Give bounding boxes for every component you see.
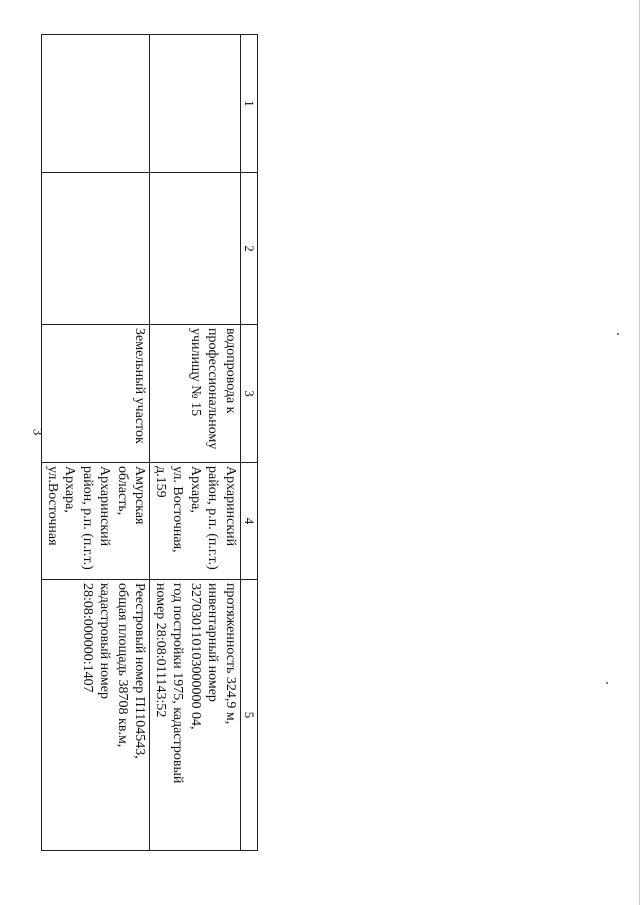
scan-speck (606, 682, 608, 684)
table-cell (42, 35, 150, 173)
scan-speck (617, 333, 619, 335)
table-row (150, 35, 241, 851)
table-cell (42, 463, 150, 580)
object-address: Амурская область, Архаринский район, р.п. (п.г.т.) Архара, ул.Восточная (45, 466, 148, 570)
column-header-2: 2 (241, 173, 258, 325)
table-cell (42, 580, 150, 851)
table-cell (150, 173, 241, 325)
page-number: 3 (30, 428, 46, 436)
table-header-row (241, 35, 258, 851)
column-header-3: 3 (241, 325, 258, 463)
table-cell (150, 463, 241, 580)
table-cell (42, 325, 150, 463)
object-address: Архаринский район, р.п. (п.г.т.) Архара, ул. Восточная, д.159 (153, 466, 238, 570)
object-name: водопровода к профессиональному училищу № 15 (188, 328, 238, 450)
object-characteristics: протяженность 324,9 м, инвентарный номер 327030110103000000 04, год постройки 1975, кадастровый номер 28:08:011143:52 (153, 583, 238, 784)
column-header-5: 5 (241, 580, 258, 851)
object-characteristics: Реестровый номер П1104543, общая площадь 38708 кв.м, кадастровый номер 28:08:000000:1407 (80, 583, 148, 759)
table-row (42, 35, 150, 851)
table-cell (150, 35, 241, 173)
property-table (42, 34, 259, 851)
column-header-1: 1 (241, 35, 258, 173)
table-cell (150, 325, 241, 463)
table-cell (150, 580, 241, 851)
column-header-4: 4 (241, 463, 258, 580)
table-cell (42, 173, 150, 325)
rotated-table-sheet (45, 34, 258, 850)
object-name: Земельный участок (132, 328, 148, 444)
